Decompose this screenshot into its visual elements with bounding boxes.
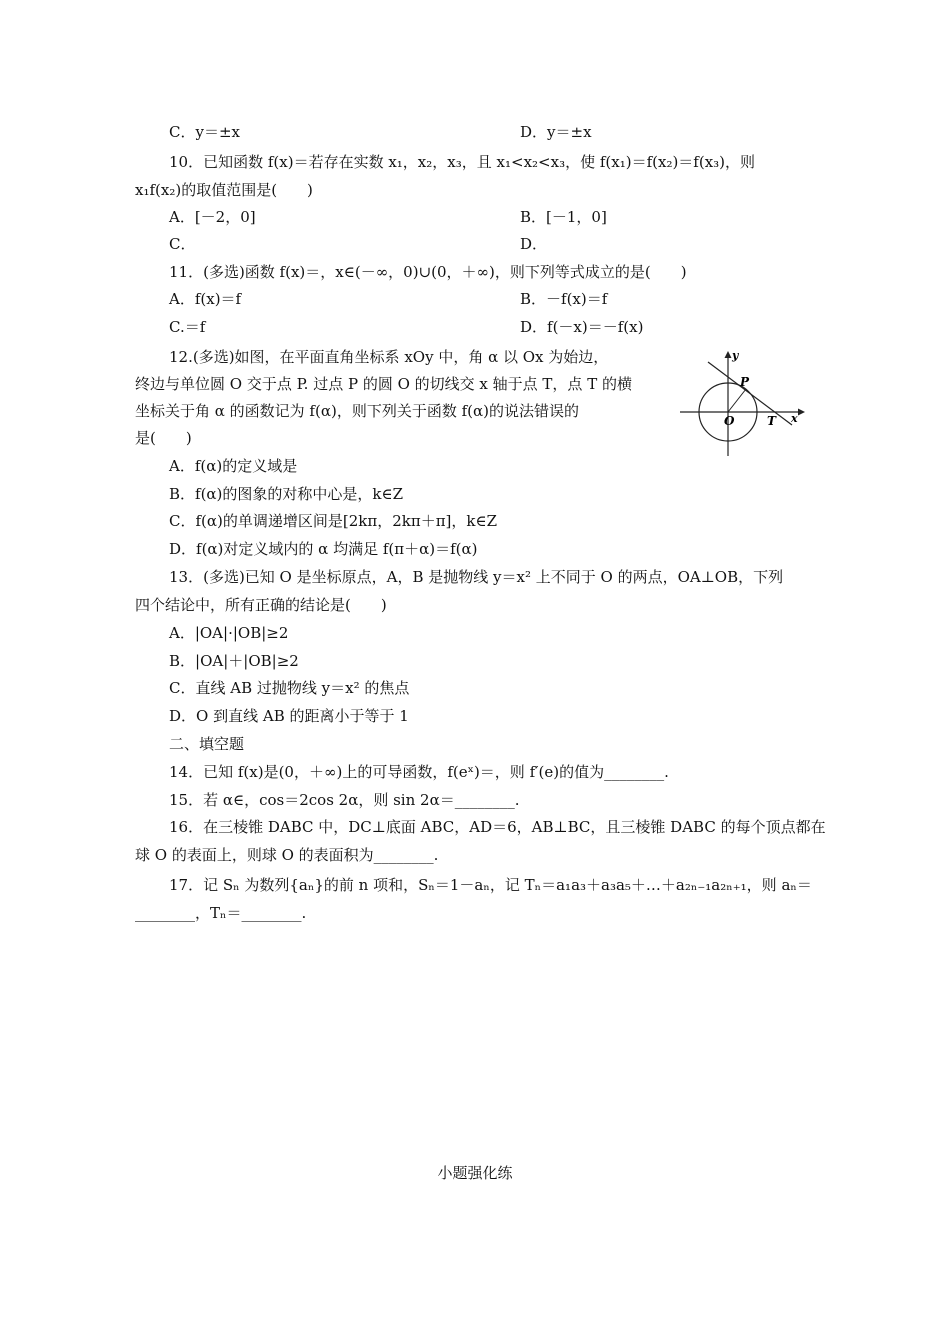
q12-stem-line4: 是( ): [135, 429, 192, 447]
q12-option-d: D．f(α)对定义域内的 α 均满足 f(π＋α)＝f(α): [169, 540, 478, 558]
q17-stem-line2: ________，Tₙ＝________.: [135, 904, 307, 922]
section-title-fill-in: 二、填空题: [169, 735, 245, 753]
q10-option-a: A．[－2，0]: [169, 208, 256, 226]
q13-option-b: B．|OA|＋|OB|≥2: [169, 652, 299, 670]
q16-stem-line2: 球 O 的表面上，则球 O 的表面积为________.: [135, 846, 439, 864]
q12-stem-line2: 终边与单位圆 O 交于点 P. 过点 P 的圆 O 的切线交 x 轴于点 T，点 T 的横: [135, 375, 632, 393]
q13-option-c: C．直线 AB 过抛物线 y＝x² 的焦点: [169, 679, 410, 697]
q11-stem: 11．(多选)函数 f(x)＝，x∈(－∞，0)∪(0，＋∞)，则下列等式成立的是( ): [169, 263, 687, 281]
q11-option-d: D．f(－x)＝－f(x): [520, 318, 644, 336]
diagram-label-p: P: [740, 375, 750, 389]
q12-option-a: A．f(α)的定义域是: [169, 457, 298, 475]
q10-option-b: B．[－1，0]: [520, 208, 607, 226]
q15-stem: 15．若 α∈，cos＝2cos 2α，则 sin 2α＝________.: [169, 791, 520, 809]
q13-option-d: D．O 到直线 AB 的距离小于等于 1: [169, 707, 409, 725]
q11-option-c: C.＝f: [169, 318, 206, 336]
q13-stem-line2: 四个结论中，所有正确的结论是( ): [135, 596, 387, 614]
page-footer: 小题强化练: [437, 1164, 513, 1182]
q10-option-c: C．: [169, 235, 196, 253]
q12-option-c: C．f(α)的单调递增区间是[2kπ，2kπ＋π]，k∈Z: [169, 512, 498, 530]
q10-stem-line1: 10．已知函数 f(x)＝若存在实数 x₁，x₂，x₃，且 x₁<x₂<x₃，使 f(x₁)＝f(x₂)＝f(x₃)，则: [169, 153, 756, 171]
diagram-label-x: x: [791, 412, 798, 425]
q12-stem-line1: 12.(多选)如图，在平面直角坐标系 xOy 中，角 α 以 Ox 为始边，: [169, 348, 609, 366]
q9-option-c: C．y＝±x: [169, 123, 240, 141]
diagram-label-o: O: [724, 414, 735, 428]
q9-option-d: D．y＝±x: [520, 123, 592, 141]
q10-stem-line2: x₁f(x₂)的取值范围是( ): [135, 181, 313, 199]
q13-option-a: A．|OA|·|OB|≥2: [169, 624, 289, 642]
q16-stem-line1: 16．在三棱锥 DABC 中，DC⊥底面 ABC，AD＝6，AB⊥BC，且三棱锥 DABC 的每个顶点都在: [169, 818, 826, 836]
q11-option-a: A．f(x)＝f: [169, 290, 242, 308]
q14-stem: 14．已知 f(x)是(0，＋∞)上的可导函数，f(eˣ)＝，则 f′(e)的值为________.: [169, 763, 669, 781]
q11-option-b: B．－f(x)＝f: [520, 290, 608, 308]
diagram-label-y: y: [732, 349, 739, 362]
unit-circle-diagram: [680, 346, 810, 465]
q12-stem-line3: 坐标关于角 α 的函数记为 f(α)，则下列关于函数 f(α)的说法错误的: [135, 402, 579, 420]
q17-stem-line1: 17．记 Sₙ 为数列{aₙ}的前 n 项和，Sₙ＝1－aₙ，记 Tₙ＝a₁a₃＋a₃a₅＋…＋a₂ₙ₋₁a₂ₙ₊₁，则 aₙ＝: [169, 876, 812, 894]
diagram-label-t: T: [767, 414, 776, 428]
q13-stem-line1: 13．(多选)已知 O 是坐标原点，A，B 是抛物线 y＝x² 上不同于 O 的两点，OA⊥OB，下列: [169, 568, 784, 586]
q10-option-d: D．: [520, 235, 548, 253]
q12-option-b: B．f(α)的图象的对称中心是，k∈Z: [169, 485, 404, 503]
